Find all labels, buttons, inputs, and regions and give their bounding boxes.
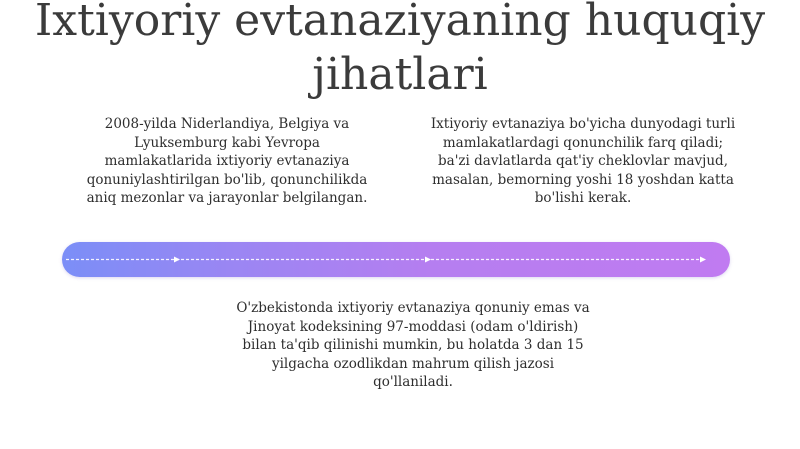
arrow-right-icon <box>174 257 180 263</box>
arrow-right-icon <box>700 257 706 263</box>
text-block-europe: 2008-yilda Niderlandiya, Belgiya va Lyuksemburg kabi Yevropa mamlakatlarida ixtiyoriy evtanaziya qonuniylashtirilgan bo'lib, qonunchilikda aniq mezonlar va jarayonlar belgilangan. <box>86 116 368 206</box>
arrow-right-icon <box>425 257 431 263</box>
page-title: Ixtiyoriy evtanaziyaning huquqiy jihatlari <box>34 0 766 100</box>
timeline-line <box>62 242 730 277</box>
text-block-world: Ixtiyoriy evtanaziya bo'yicha dunyodagi turli mamlakatlardagi qonunchilik farq qiladi; ba'zi davlatlarda qat'iy cheklovlar mavjud, masalan, bemorning yoshi 18 yoshdan katta bo'lishi kerak. <box>430 116 736 206</box>
timeline-bar <box>62 242 730 277</box>
text-block-uzbekistan: O'zbekistonda ixtiyoriy evtanaziya qonuniy emas va Jinoyat kodeksining 97-moddasi (odam o'ldirish) bilan ta'qib qilinishi mumkin, bu holatda 3 dan 15 yilgacha ozodlikdan mahrum qilish jazosi qo'llaniladi. <box>236 300 590 390</box>
